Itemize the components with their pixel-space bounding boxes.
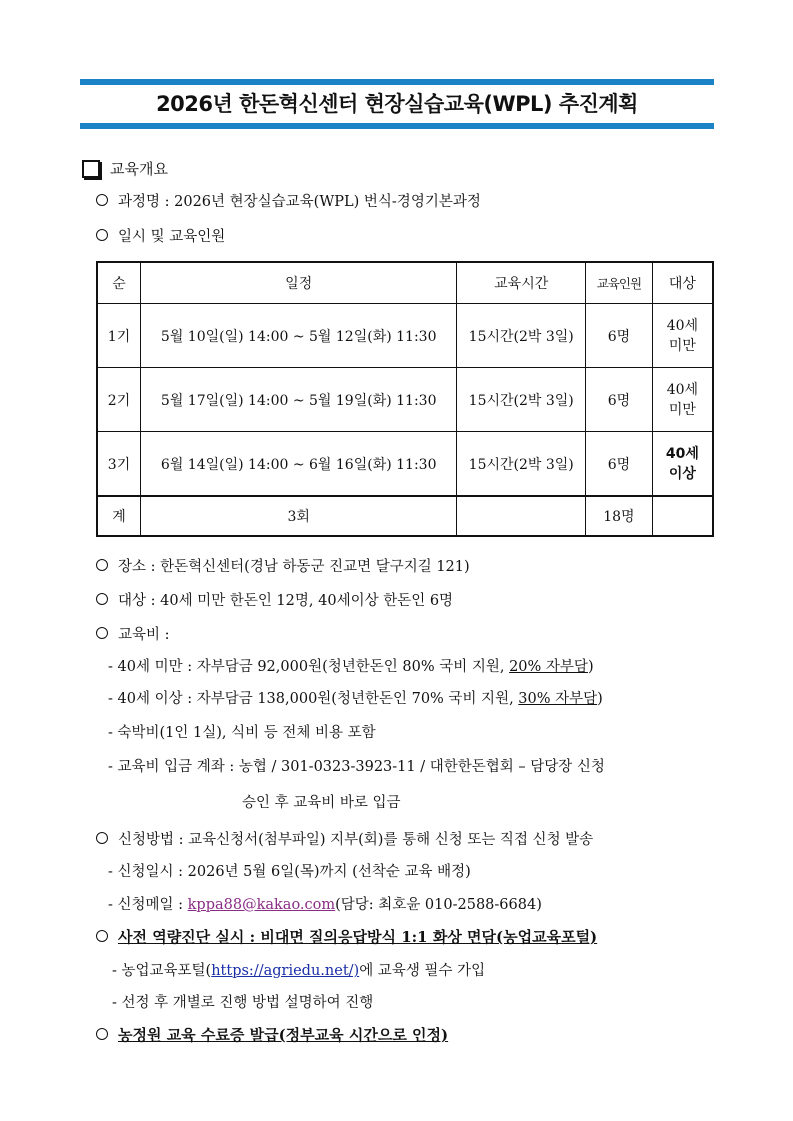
fee-under40 bbox=[108, 655, 594, 676]
circle-bullet-icon bbox=[96, 1028, 108, 1040]
apply-method-text: 신청방법 : 교육신청서(첨부파일) 지부(회)를 통해 신청 또는 직접 신청 발송 bbox=[118, 832, 594, 848]
total-people: 18명 bbox=[586, 496, 653, 536]
agriedu-link[interactable]: https://agriedu.net/) bbox=[211, 963, 360, 979]
cell-people: 6명 bbox=[586, 304, 653, 368]
place-text: 장소 : 한돈혁신센터(경남 하동군 진교면 달구지길 121) bbox=[118, 559, 470, 575]
circle-bullet-icon bbox=[96, 229, 108, 241]
certificate-line bbox=[96, 1024, 448, 1045]
section-heading bbox=[82, 158, 168, 179]
fee-over40-share: 30% 자부담 bbox=[518, 691, 598, 707]
circle-bullet-icon bbox=[96, 593, 108, 605]
schedule-heading-text: 일시 및 교육인원 bbox=[118, 229, 226, 245]
header-cell: 순 bbox=[97, 262, 141, 304]
schedule-table bbox=[96, 261, 714, 537]
table-row bbox=[97, 304, 713, 368]
circle-bullet-icon bbox=[96, 627, 108, 639]
fee-heading-text: 교육비 : bbox=[118, 627, 170, 643]
apply-mail-label: - 신청메일 : bbox=[108, 897, 188, 913]
table-header-row bbox=[97, 262, 713, 304]
cell-hours: 15시간(2박 3일) bbox=[457, 368, 586, 432]
cell-target bbox=[652, 432, 713, 497]
total-label: 계 bbox=[97, 496, 141, 536]
circle-bullet-icon bbox=[96, 194, 108, 206]
diagnosis-join bbox=[112, 959, 485, 980]
fee-account: - 교육비 입금 계좌 : 농협 / 301-0323-3923-11 / 대한한돈협회 – 담당장 신청 bbox=[108, 759, 605, 775]
apply-date: - 신청일시 : 2026년 5월 6일(목)까지 (선착순 교육 배정) bbox=[108, 864, 471, 880]
cell-people: 6명 bbox=[586, 432, 653, 497]
target-line1: 40세 bbox=[666, 381, 699, 398]
email-link[interactable]: kppa88@kakao.com bbox=[187, 897, 336, 913]
cell-date: 5월 17일(일) 14:00 ~ 5월 19일(화) 11:30 bbox=[141, 368, 457, 432]
table-total-row bbox=[97, 496, 713, 536]
fee-over40-close: ) bbox=[597, 691, 603, 707]
cell-target bbox=[652, 368, 713, 432]
table-row bbox=[97, 368, 713, 432]
course-line bbox=[96, 190, 481, 211]
cell-hours: 15시간(2박 3일) bbox=[457, 432, 586, 497]
diagnosis-heading-text: 사전 역량진단 실시 : 비대면 질의응답방식 1:1 화상 면담(농업교육포털) bbox=[118, 928, 598, 946]
title-bottom-rule bbox=[80, 123, 714, 129]
circle-bullet-icon bbox=[96, 559, 108, 571]
header-cell: 대상 bbox=[652, 262, 713, 304]
cell-no: 1기 bbox=[97, 304, 141, 368]
cell-target bbox=[652, 304, 713, 368]
page-title: 2026년 한돈혁신센터 현장실습교육(WPL) 추진계획 bbox=[156, 92, 638, 116]
apply-method bbox=[96, 828, 593, 849]
apply-mail bbox=[108, 893, 542, 914]
fee-under40-text: - 40세 미만 : 자부담금 92,000원(청년한돈인 80% 국비 지원, bbox=[108, 659, 510, 675]
target-line2: 미만 bbox=[668, 401, 696, 418]
total-empty bbox=[652, 496, 713, 536]
certificate-text: 농정원 교육 수료증 발급(정부교육 시간으로 인정) bbox=[118, 1026, 449, 1044]
section-heading-text: 교육개요 bbox=[110, 160, 168, 178]
header-cell: 일정 bbox=[141, 262, 457, 304]
cell-no: 2기 bbox=[97, 368, 141, 432]
target-line2: 이상 bbox=[668, 465, 696, 482]
diagnosis-join-label: - 농업교육포털( bbox=[112, 963, 212, 979]
total-empty bbox=[457, 496, 586, 536]
schedule-heading bbox=[96, 225, 225, 246]
apply-mail-contact: (담당: 최호윤 010-2588-6684) bbox=[335, 897, 542, 913]
target-line1: 40세 bbox=[665, 445, 699, 462]
cell-date: 5월 10일(일) 14:00 ~ 5월 12일(화) 11:30 bbox=[141, 304, 457, 368]
cell-date: 6월 14일(일) 14:00 ~ 6월 16일(화) 11:30 bbox=[141, 432, 457, 497]
cell-people: 6명 bbox=[586, 368, 653, 432]
total-count: 3회 bbox=[141, 496, 457, 536]
diagnosis-heading bbox=[96, 926, 597, 947]
circle-bullet-icon bbox=[96, 930, 108, 942]
checkbox-square-icon bbox=[82, 160, 100, 178]
target-line2: 미만 bbox=[668, 337, 696, 354]
course-text: 과정명 : 2026년 현장실습교육(WPL) 번식-경영기본과정 bbox=[118, 194, 481, 210]
cell-hours: 15시간(2박 3일) bbox=[457, 304, 586, 368]
table-row bbox=[97, 432, 713, 497]
diagnosis-join-suffix: 에 교육생 필수 가입 bbox=[359, 963, 486, 979]
fee-under40-close: ) bbox=[587, 659, 594, 675]
target-text: 대상 : 40세 미만 한돈인 12명, 40세이상 한돈인 6명 bbox=[118, 593, 454, 609]
header-cell: 교육시간 bbox=[457, 262, 586, 304]
cell-no: 3기 bbox=[97, 432, 141, 497]
fee-over40-text: - 40세 이상 : 자부담금 138,000원(청년한돈인 70% 국비 지원, bbox=[108, 691, 519, 707]
place-line bbox=[96, 555, 470, 576]
target-line1: 40세 bbox=[666, 317, 699, 334]
fee-over40 bbox=[108, 687, 603, 708]
fee-under40-share: 20% 자부담 bbox=[509, 659, 588, 675]
diagnosis-select: - 선정 후 개별로 진행 방법 설명하여 진행 bbox=[112, 995, 374, 1011]
target-line bbox=[96, 589, 453, 610]
fee-heading bbox=[96, 623, 170, 644]
circle-bullet-icon bbox=[96, 832, 108, 844]
fee-account-cont: 승인 후 교육비 바로 입금 bbox=[242, 795, 401, 811]
header-cell: 교육인원 bbox=[586, 262, 653, 304]
fee-lodging: - 숙박비(1인 1실), 식비 등 전체 비용 포함 bbox=[108, 725, 376, 741]
